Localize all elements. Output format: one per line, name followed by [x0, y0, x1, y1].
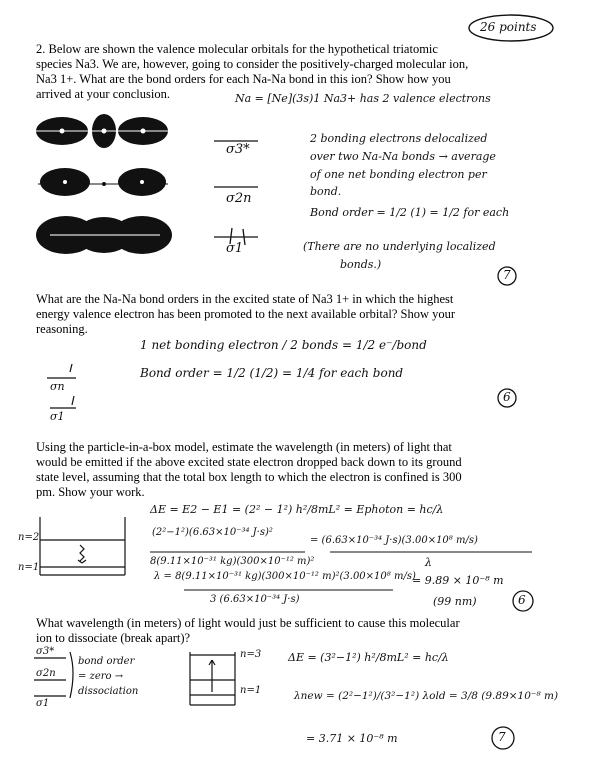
- a4-line-2: λnew = (2²−1²)/(3²−1²) λold = 3/8 (9.89×10⁻⁸ m): [294, 690, 559, 702]
- orbital-sigma1-drawing: [36, 216, 172, 254]
- q1-line-1: 2. Below are shown the valence molecular orbitals for the hypothetical triatomic: [36, 42, 438, 56]
- a4-n1: n=1: [240, 685, 262, 696]
- a1-line-5: Bond order = 1/2 (1) = 1/2 for each: [310, 206, 510, 219]
- a4-note-2: = zero →: [78, 671, 124, 682]
- a3-line-2: (2²−1²)(6.63×10⁻³⁴ J·s)²: [152, 527, 273, 538]
- a1-line-4: bond.: [310, 185, 342, 198]
- q3-line-1: Using the particle-in-a-box model, estimate the wavelength (in meters) of light that: [36, 440, 452, 454]
- q2-line-3: reasoning.: [36, 322, 88, 336]
- a2-line-2: Bond order = 1/2 (1/2) = 1/4 for each bond: [140, 366, 404, 380]
- a1-line-1: 2 bonding electrons delocalized: [310, 132, 488, 145]
- q3-line-3: state level, assuming that the total box length to which the electron is confined is 300: [36, 470, 462, 484]
- a2-sigma-n: σn: [50, 380, 65, 393]
- a1-line-2: over two Na-Na bonds → average: [310, 150, 496, 163]
- label-sigma1: σ1: [226, 241, 244, 256]
- a3-line-5: λ: [425, 556, 432, 569]
- a4-sigma1: σ1: [36, 698, 50, 709]
- a2-score: 6: [503, 390, 511, 404]
- a3-n1: n=1: [18, 562, 40, 573]
- a3-line-6: λ = 8(9.11×10⁻³¹ kg)(300×10⁻¹² m)²(3.00×10⁸ m/s): [154, 571, 416, 582]
- a4-line-3: = 3.71 × 10⁻⁸ m: [306, 732, 398, 745]
- a4-line-1: ΔE = (3²−1²) h²/8mL² = hc/λ: [288, 651, 449, 664]
- a3-line-3: 8(9.11×10⁻³¹ kg)(300×10⁻¹² m)²: [150, 556, 315, 567]
- q1-line-3: Na3 1+. What are the bond orders for each Na-Na bond in this ion? Show how you: [36, 72, 451, 86]
- q1-line-2: species Na3. We are, however, going to consider the positively-charged molecular ion,: [36, 57, 469, 71]
- a1-line-7: bonds.): [340, 258, 382, 271]
- a3-line-9: (99 nm): [433, 595, 477, 608]
- a4-score: 7: [498, 730, 506, 744]
- a3-line-4: = (6.63×10⁻³⁴ J·s)(3.00×10⁸ m/s): [310, 535, 478, 546]
- a4-sigma3: σ3*: [36, 646, 55, 657]
- q4-line-1: What wavelength (in meters) of light would just be sufficient to cause this molecular: [36, 616, 460, 630]
- q2-line-1: What are the Na-Na bond orders in the excited state of Na3 1+ in which the highest: [36, 292, 454, 306]
- box-diagram-q3: [40, 517, 125, 575]
- a2-line-1: 1 net bonding electron / 2 bonds = 1/2 e⁻/bond: [140, 338, 427, 352]
- a1-line-6: (There are no underlying localized: [303, 240, 496, 253]
- q3-line-4: pm. Show your work.: [36, 485, 145, 499]
- label-sigma3: σ3*: [226, 142, 250, 157]
- a1-line-3: of one net bonding electron per: [310, 168, 487, 181]
- label-sigma2: σ2n: [226, 191, 252, 206]
- a4-note-3: dissociation: [78, 686, 139, 697]
- a3-score: 6: [518, 593, 526, 607]
- a3-line-7: 3 (6.63×10⁻³⁴ J·s): [210, 594, 300, 605]
- box-diagram-q4: [190, 652, 235, 705]
- a3-n2: n=2: [18, 532, 40, 543]
- a3-line-8: = 9.89 × 10⁻⁸ m: [412, 574, 504, 587]
- points-total: 26 points: [480, 20, 537, 34]
- q1-line-4: arrived at your conclusion.: [36, 87, 170, 101]
- a4-sigma2: σ2n: [36, 668, 56, 679]
- q4-line-2: ion to dissociate (break apart)?: [36, 631, 191, 645]
- a4-n3: n=3: [240, 649, 262, 660]
- a1-config: Na = [Ne](3s)1 Na3+ has 2 valence electrons: [235, 92, 491, 105]
- orbital-sigma2-drawing: [38, 168, 168, 196]
- q3-line-2: would be emitted if the above excited state electron dropped back down to its ground: [36, 455, 462, 469]
- a2-sigma-1: σ1: [50, 410, 65, 423]
- orbital-sigma3-drawing: [36, 114, 168, 148]
- q2-line-2: energy valence electron has been promoted to the next available orbital? Show your: [36, 307, 456, 321]
- a3-line-1: ΔE = E2 − E1 = (2² − 1²) h²/8mL² = Ephoton = hc/λ: [150, 503, 444, 516]
- a1-score: 7: [503, 268, 511, 282]
- a4-note-1: bond order: [78, 656, 135, 667]
